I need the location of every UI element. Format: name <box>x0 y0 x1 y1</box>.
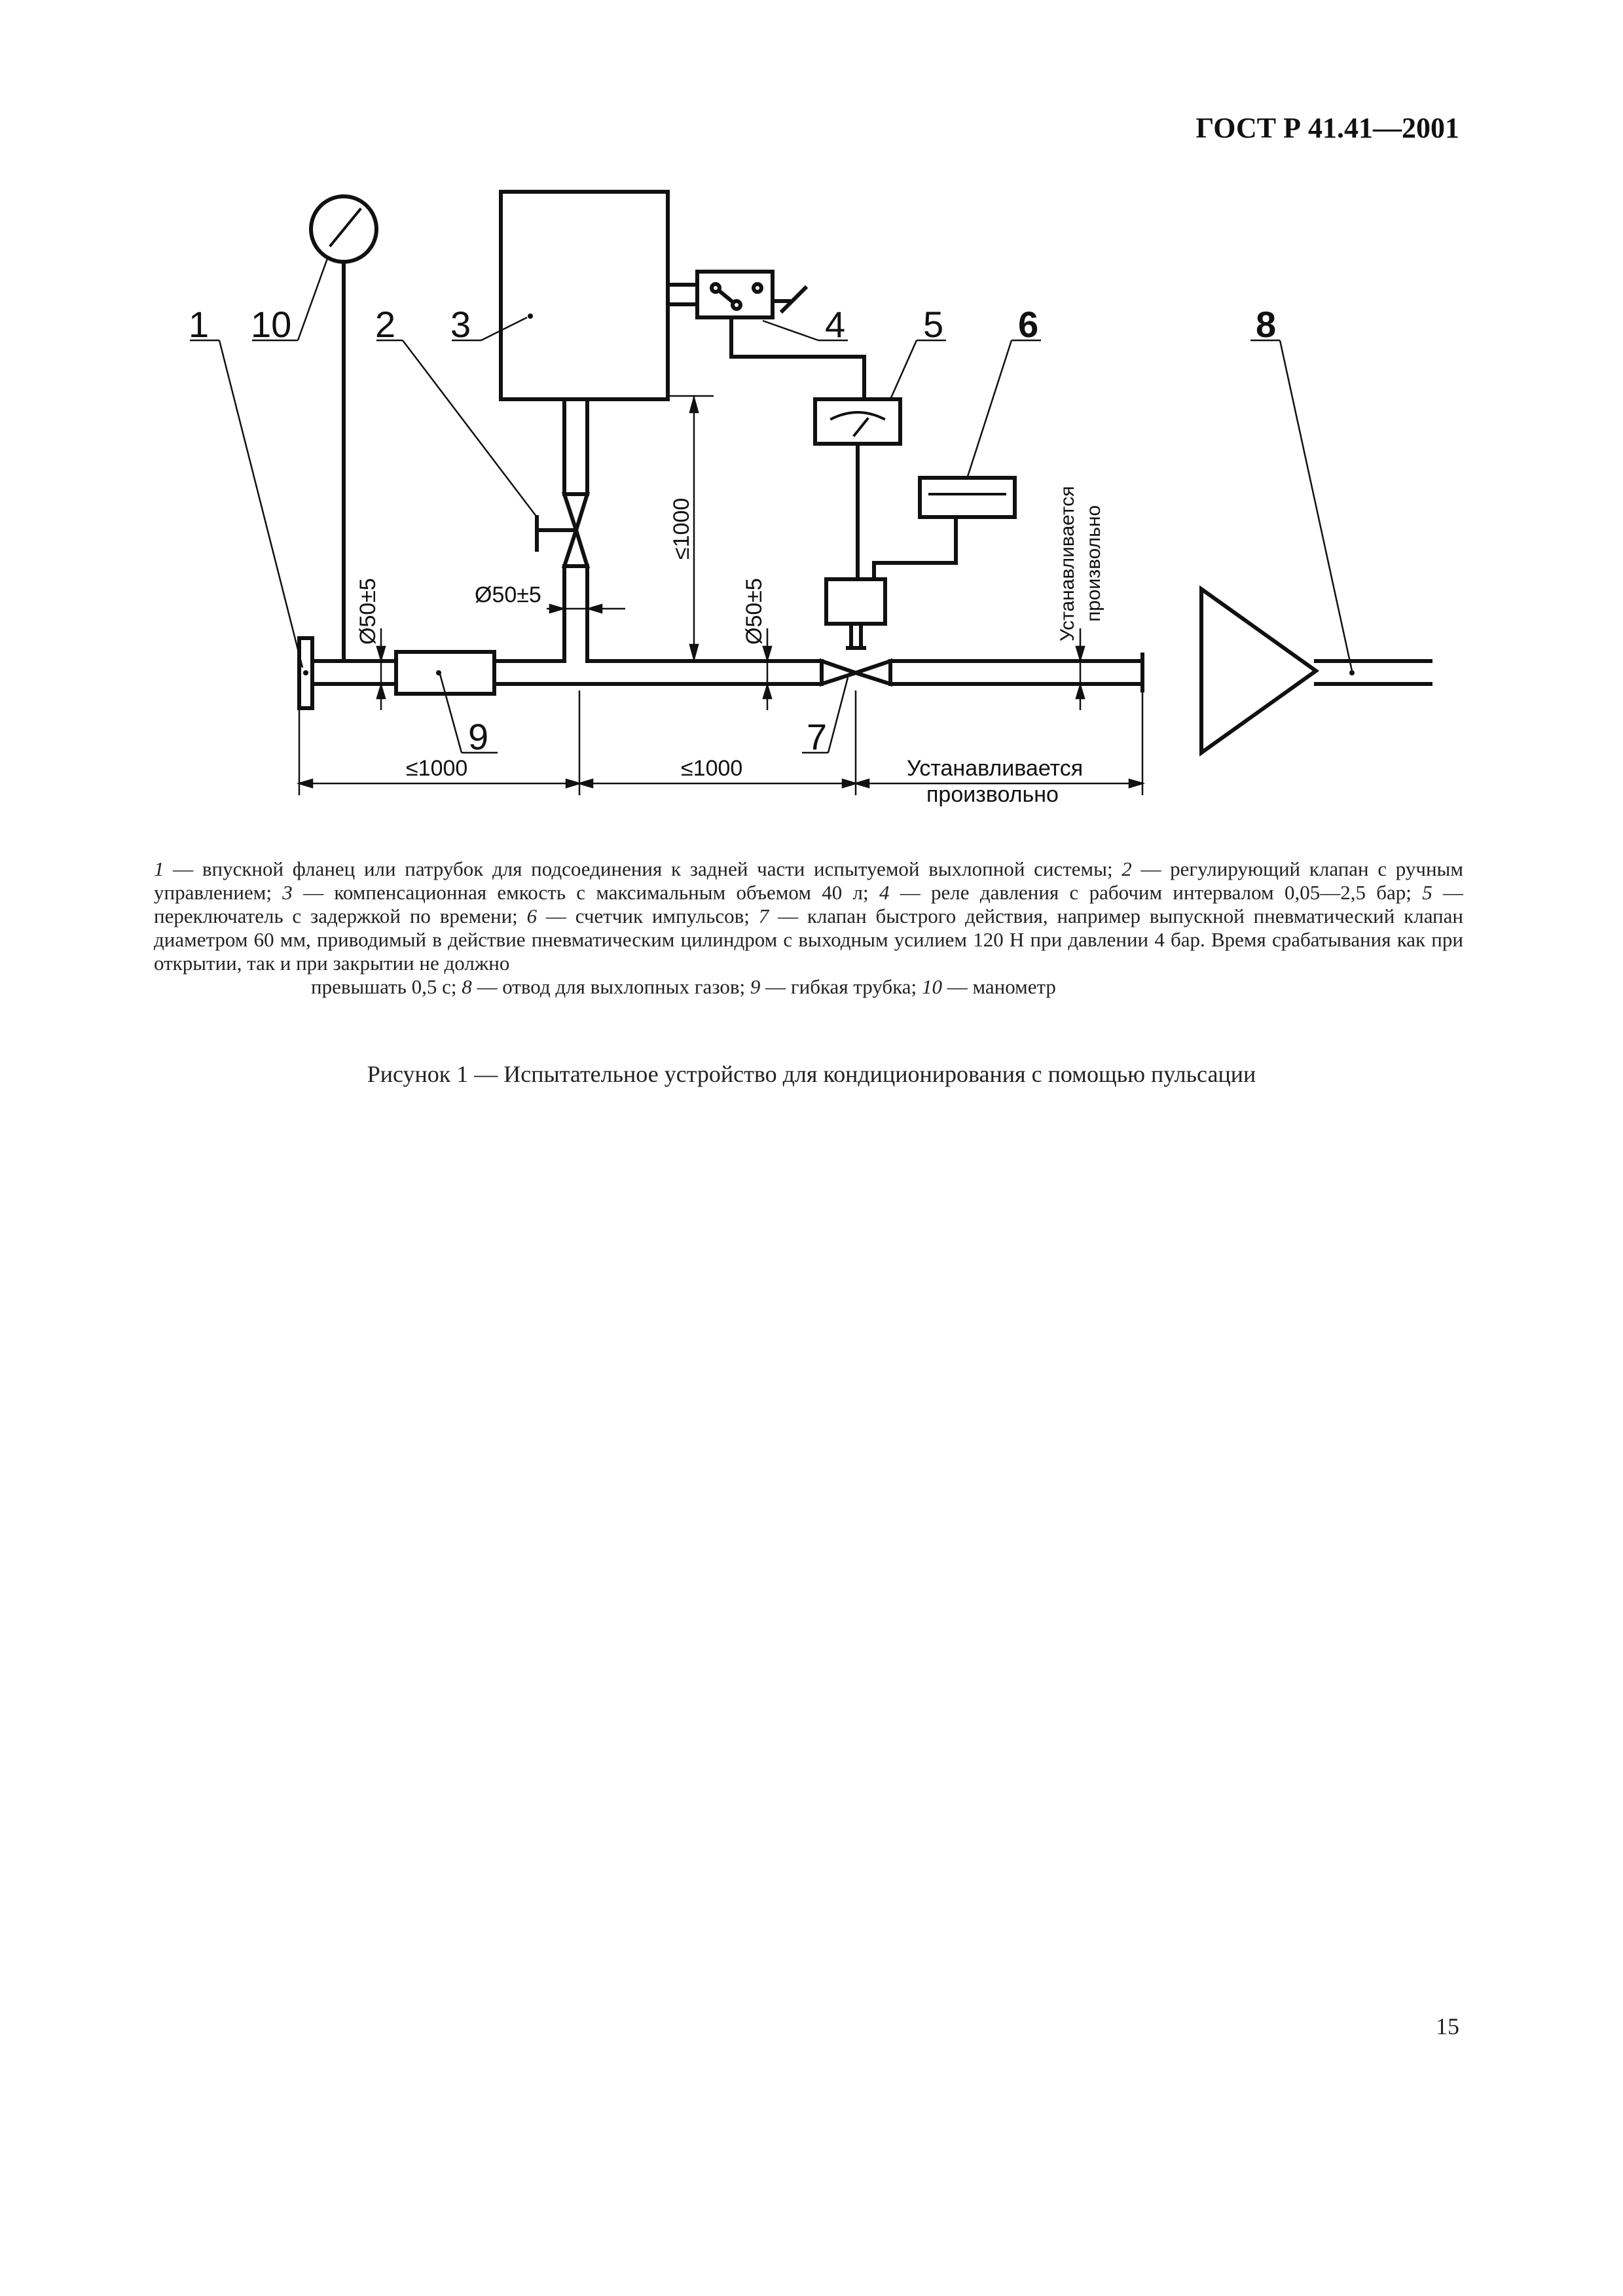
test-device-schematic <box>0 0 1623 851</box>
legend-num-7: 7 <box>758 905 769 927</box>
callout-1: 1 <box>189 304 210 345</box>
regulating-valve <box>564 494 587 530</box>
legend-text-2: — регулирующий клапан с ручным управлением; <box>154 857 1463 904</box>
flexible-hose <box>396 652 494 694</box>
timer-switch <box>815 399 900 444</box>
legend-num-5: 5 <box>1422 881 1432 904</box>
dim-vertical-arbitrary-line2: произвольно <box>1083 505 1104 622</box>
actuator-cylinder <box>826 579 885 624</box>
legend-text-8: — отвод для выхлопных газов; <box>471 975 750 998</box>
dim-diameter-right: Ø50±5 <box>742 578 767 645</box>
callout-2: 2 <box>375 304 396 345</box>
callout-3: 3 <box>450 304 471 345</box>
callout-6: 6 <box>1018 304 1039 345</box>
figure-caption: Рисунок 1 — Испытательное устройство для кондиционирования с помощью пульсации <box>367 1061 1256 1087</box>
buffer-tank <box>501 192 668 399</box>
dim-diameter-riser: Ø50±5 <box>475 583 541 607</box>
page-number: 15 <box>1436 2013 1459 2039</box>
legend-text-5: — переключатель с задержкой по времени; <box>154 881 1464 927</box>
legend-num-10: 10 <box>921 975 942 998</box>
legend-num-4: 4 <box>879 881 890 904</box>
legend-last-line <box>154 975 1463 999</box>
callout-5: 5 <box>923 304 944 345</box>
legend-text-7-cont: превышать 0,5 с; <box>311 975 462 998</box>
dim-vertical-arbitrary-line1: Устанавливается <box>1057 486 1078 641</box>
dim-diameter-left: Ø50±5 <box>356 578 380 645</box>
legend-text-3: — компенсационная емкость с максимальным объемом 40 л; <box>292 881 879 904</box>
figure-legend <box>154 857 1463 999</box>
dim-horizontal-1000-a: ≤1000 <box>406 756 468 781</box>
legend-text-1: — впускной фланец или патрубок для подсоединения к задней части испытуемой выхлопной системы; <box>164 857 1122 880</box>
callout-10: 10 <box>251 304 292 345</box>
dim-horizontal-1000-b: ≤1000 <box>681 756 743 781</box>
legend-num-8: 8 <box>462 975 472 998</box>
dim-arbitrary-line2: произвольно <box>926 782 1059 807</box>
legend-text-7: — клапан быстрого действия, например выпускной пневматический клапан диаметром 60 мм, приводимый в действие пневматическим цилиндром с выходным усилием 120 Н при давлении 4 бар. Время срабатывания как при открытии, так и при закрытии не должно <box>154 905 1463 975</box>
exhaust-extraction-hood <box>1201 589 1316 753</box>
legend-text-4: — реле давления с рабочим интервалом 0,05—2,5 бар; <box>889 881 1423 904</box>
legend-text-9: — гибкая трубка; <box>760 975 922 998</box>
callout-4: 4 <box>825 304 846 345</box>
document-code: ГОСТ Р 41.41—2001 <box>1195 112 1459 144</box>
dim-arbitrary-line1: Устанавливается <box>907 756 1084 781</box>
legend-num-6: 6 <box>526 905 538 927</box>
callout-8: 8 <box>1256 304 1277 345</box>
legend-num-3: 3 <box>282 881 293 904</box>
legend-text-10: — манометр <box>941 975 1056 998</box>
callout-7: 7 <box>807 716 828 757</box>
legend-num-2: 2 <box>1122 857 1132 880</box>
dim-vertical-1000: ≤1000 <box>669 497 694 560</box>
legend-num-9: 9 <box>750 975 761 998</box>
legend-num-1: 1 <box>154 857 164 880</box>
pulse-counter <box>920 478 1015 517</box>
callout-9: 9 <box>468 716 489 757</box>
figure-diagram <box>0 0 1623 854</box>
legend-text-6: — счетчик импульсов; <box>537 905 759 927</box>
